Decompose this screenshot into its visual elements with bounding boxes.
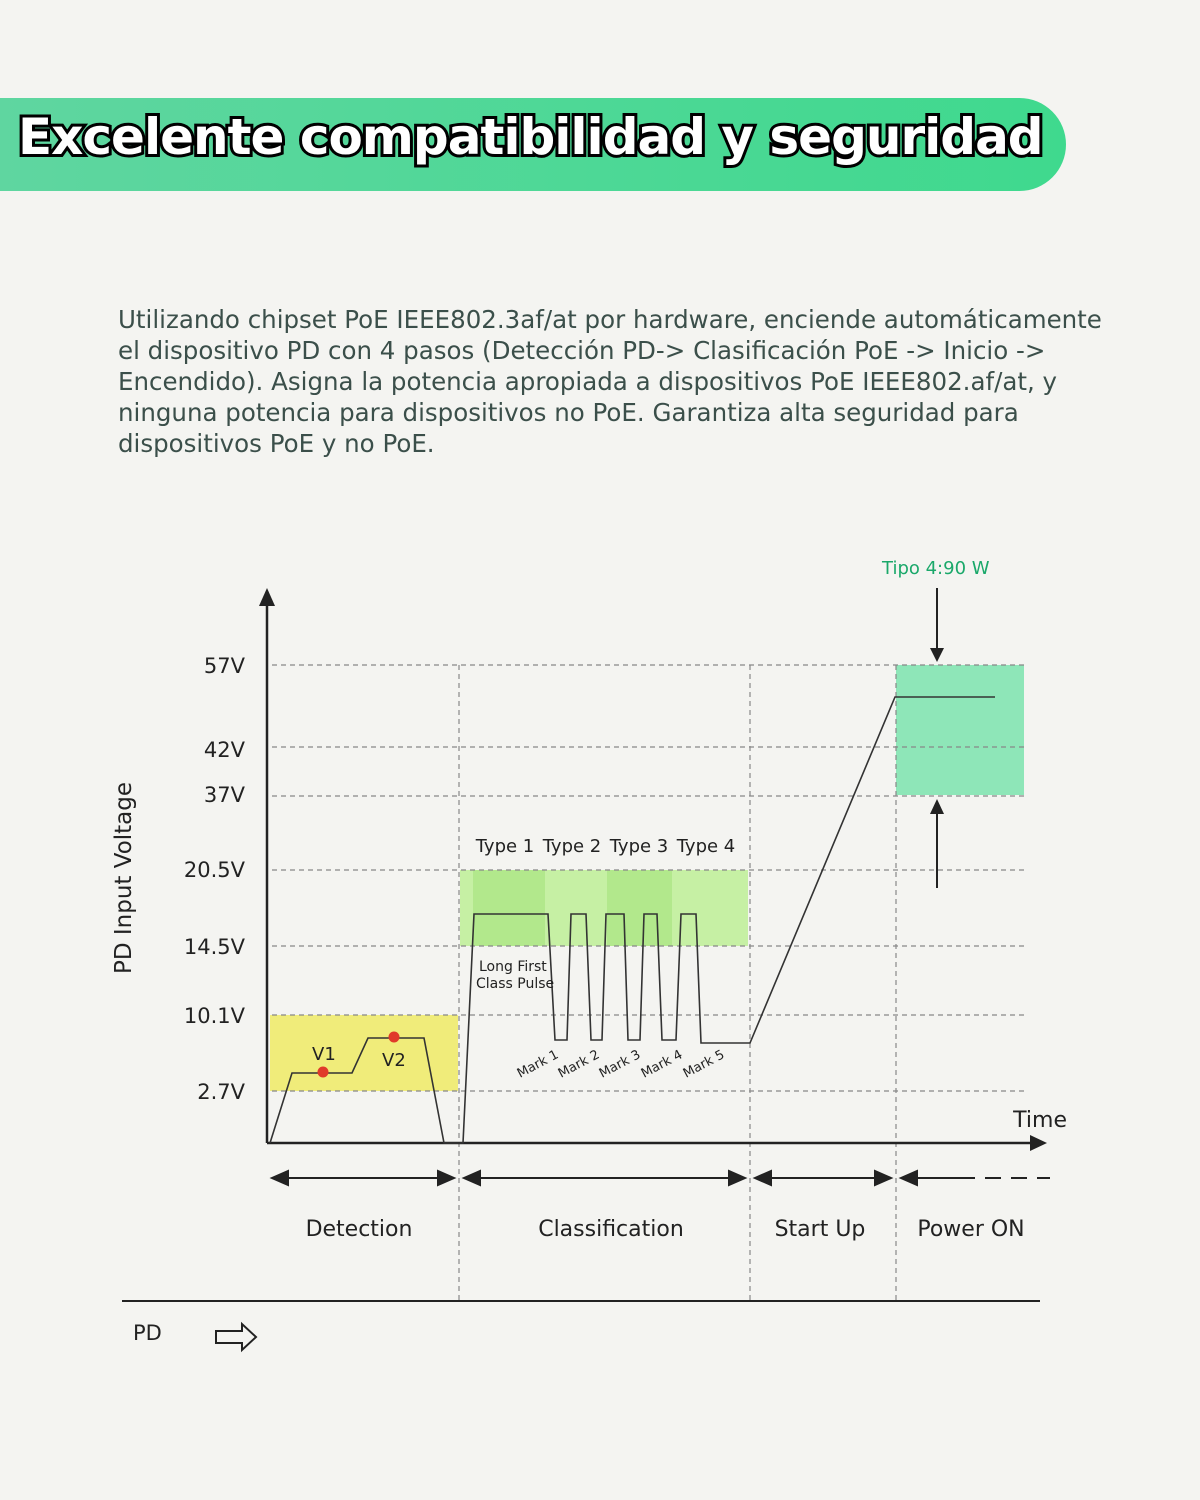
phase-label-classification: Classification [538,1217,684,1242]
tick-label-57v: 57V [203,654,245,678]
type-label-2: Type 2 [542,836,602,857]
tick-label-10-1v: 10.1V [183,1004,245,1028]
up-arrow-head [930,799,944,814]
description-line: dispositivos PoE y no PoE. [118,429,435,458]
type1-band [473,870,545,946]
mark-label-1: Mark 1 [514,1047,562,1082]
power-annotation: Tipo 4:90 W [882,558,990,579]
phase-span-arrows [272,1171,1050,1185]
v2-label: V2 [382,1050,406,1071]
mark-label-5: Mark 5 [680,1047,728,1082]
y-axis-label: PD Input Voltage [111,781,137,975]
description-line: ninguna potencia para dispositivos no PoE. Garantiza alta seguridad para [118,398,1019,427]
description-line: Utilizando chipset PoE IEEE802.3af/at por hardware, enciende automáticamente [118,305,1102,334]
x-axis-label: Time [1013,1108,1067,1133]
tick-label-2-7v: 2.7V [197,1080,245,1104]
tick-label-20-5v: 20.5V [183,858,245,882]
phase-labels [306,1217,1025,1242]
type-label-4: Type 4 [676,836,736,857]
right-arrow-icon [216,1324,256,1350]
tick-label-14-5v: 14.5V [183,935,245,959]
type3-band [607,870,672,946]
type-label-1: Type 1 [475,836,535,857]
tick-label-42v: 42V [203,738,245,762]
v2-marker [389,1032,400,1043]
down-arrow-head [930,648,944,662]
description-line: Encendido). Asigna la potencia apropiada a dispositivos PoE IEEE802.af/at, y [118,367,1058,396]
description-line: el dispositivo PD con 4 pasos (Detección PD-> Clasificación PoE -> Inicio -> [118,336,1046,365]
detection-zone [270,1015,458,1091]
power-on-zone [896,665,1024,795]
type-label-3: Type 3 [609,836,669,857]
v1-label: V1 [312,1044,336,1065]
footer-pd-label: PD [133,1321,162,1345]
mark-labels [515,1047,727,1081]
v1-marker [318,1067,329,1078]
page-title: Excelente compatibilidad y seguridad [18,108,1043,166]
mark-label-4: Mark 4 [638,1047,686,1082]
pulse-label-line2: Class Pulse [476,976,555,992]
y-axis-arrowhead [259,588,275,606]
phase-label-start-up: Start Up [774,1217,866,1242]
pulse-label-line1: Long First [479,959,547,975]
type-labels [475,836,736,857]
voltage-tick-labels [184,654,246,1104]
mark-label-2: Mark 2 [555,1047,603,1082]
phase-label-power-on: Power ON [917,1217,1025,1242]
mark-label-3: Mark 3 [596,1047,644,1082]
phase-label-detection: Detection [305,1217,413,1242]
x-axis-arrowhead [1030,1135,1047,1151]
tick-label-37v: 37V [203,783,245,807]
